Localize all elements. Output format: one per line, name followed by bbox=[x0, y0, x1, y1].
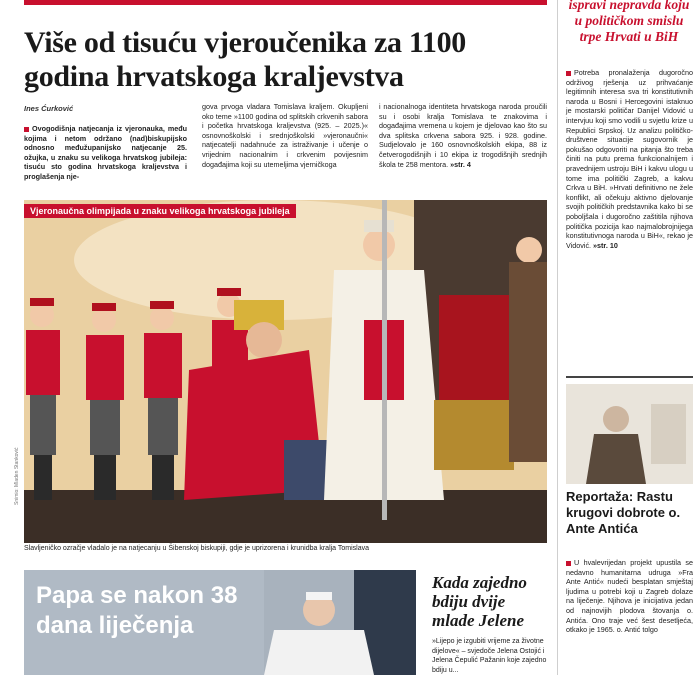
boy-figure bbox=[509, 237, 547, 462]
side-page-reference[interactable]: »str. 10 bbox=[593, 240, 618, 250]
main-headline[interactable]: Više od tisuću vjeroučenika za 1100 godina hrvatskoga kraljevstva bbox=[24, 26, 467, 93]
reportage-text-body: U hvalevrijedan projekt upustila se nedavno humanitarna udruga »Fra Ante Antić« nudeći besplatan smještaj ljudima u potrebi koji u Zagreb dolaze na liječenje. Njihova je inicijativa jedan od najnovijih plodova štovanja o. Antića. Ono traje već šest desetljeća, otkako je 1965. o. Antić tolgo bbox=[566, 558, 693, 635]
article-column-1 bbox=[24, 124, 187, 182]
side-quote: ispravi nepravda koju u političkom smislu trpe Hrvati u BiH bbox=[568, 0, 690, 44]
kada-text: »Lijepo je izgubiti vrijeme za životne dijelove« – svjedoče Jelena Ostojić i Jelena Čepulić Pažanin koje zajedno bdiju u... bbox=[432, 638, 547, 674]
article-column-3-text: i nacionalnoga identiteta hrvatskoga naroda proučili su i osobi kralja Tomislava te znakovima i događajima vremena u kojem je djelovao kao što su dva splitska crkvena sabora 925. i 928. godine. Sudjelovalo je 160 osnovnoškolskih ekipa, 88 iz četverogodišnjih i 10 ekipa iz trogodišnjih srednjih škola te 258 mentora. bbox=[379, 102, 547, 169]
side-separator bbox=[566, 376, 693, 378]
friar-illustration bbox=[566, 384, 693, 484]
pope-headline[interactable]: Papa se nakon 38 dana liječenja bbox=[36, 582, 238, 639]
performance-illustration bbox=[24, 200, 547, 543]
photo-credit: Snimio: Mladen Stanković bbox=[14, 447, 20, 505]
reportage-headline[interactable]: Reportaža: Rastu krugovi dobrote o. Ante Antića bbox=[566, 489, 681, 536]
article-column-3 bbox=[379, 102, 547, 169]
side-article bbox=[566, 68, 693, 250]
reportage-text bbox=[566, 558, 693, 635]
bullet-square-icon bbox=[566, 71, 571, 76]
photo-caption: Slavljeničko ozračje vladalo je na natjecanju u Šibenskoj biskupiji, gdje je uprizorena i krunidba kralja Tomislava bbox=[24, 545, 370, 552]
kada-headline[interactable]: Kada zajedno bdiju dvije mlade Jelene bbox=[432, 573, 527, 630]
staff bbox=[382, 200, 387, 520]
throne bbox=[434, 295, 514, 470]
reportage-photo bbox=[566, 384, 693, 484]
column-divider bbox=[557, 0, 558, 675]
main-photo bbox=[24, 200, 547, 543]
bullet-square-icon bbox=[566, 561, 571, 566]
side-article-text: Potreba pronalaženja dugoročno održivog rješenja uz prihvaćanje legitimnih interesa sva tri konstitutivnih naroda u Bosni i Hercegovini istaknuo je mostarski političar Danijel Vidović u intervjuu koji smo vodili u svjetlu krize u Republici Srpskoj. Uz analizu političko-društvene situacije sugovornik je pokušao odgovoriti na pitanja što treba činiti na putu prema funkcionalnijem i pravednijem ustroju BiH i kakvu ulogu u tome ima politički Zagreb, a kakvu Crkva u BiH. »Hrvati definitivno ne žele konflikt, ali očekuju aktivno djelovanje svojih političkih predstavnika kako bi se poboljšala i dugoročno zaštitila njihova politička pozicija kao najmalobrojnijega konstitutivnoga naroda u BiH«, rekao je Vidović. bbox=[566, 68, 693, 250]
page-reference[interactable]: »str. 4 bbox=[450, 159, 471, 169]
byline: Ines Ćurković bbox=[24, 104, 74, 113]
article-column-2: gova prvoga vladara Tomislava kraljem. Okupljeni oko teme »1100 godina od splitskih crkvenih sabora i početka hrvatskoga kraljevstva (925. – 2025.)« osnovnoškolski i srednjoškolski »vjeronaučni« natjecatelji nadahnuće za istraživanje i učenje o vrijednim nacionalnim i crkvenim povijesnim događajima koji su utemeljima vjerničkoga bbox=[202, 102, 368, 169]
bullet-square-icon bbox=[24, 127, 29, 132]
article-lead-text: Ovogodišnja natjecanja iz vjeronauka, među kojima i netom održano (nad)biskupijsko odnosno međužupanijsko natjecanje 25. ožujka, u znaku su velikoga hrvatskog jubileja: tisuću sto godina hrvatskoga kraljevstva i proglašenja nje- bbox=[24, 124, 187, 181]
top-red-bar bbox=[24, 0, 547, 5]
photo-tag: Vjeronaučna olimpijada u znaku velikoga hrvatskoga jubileja bbox=[24, 204, 296, 218]
